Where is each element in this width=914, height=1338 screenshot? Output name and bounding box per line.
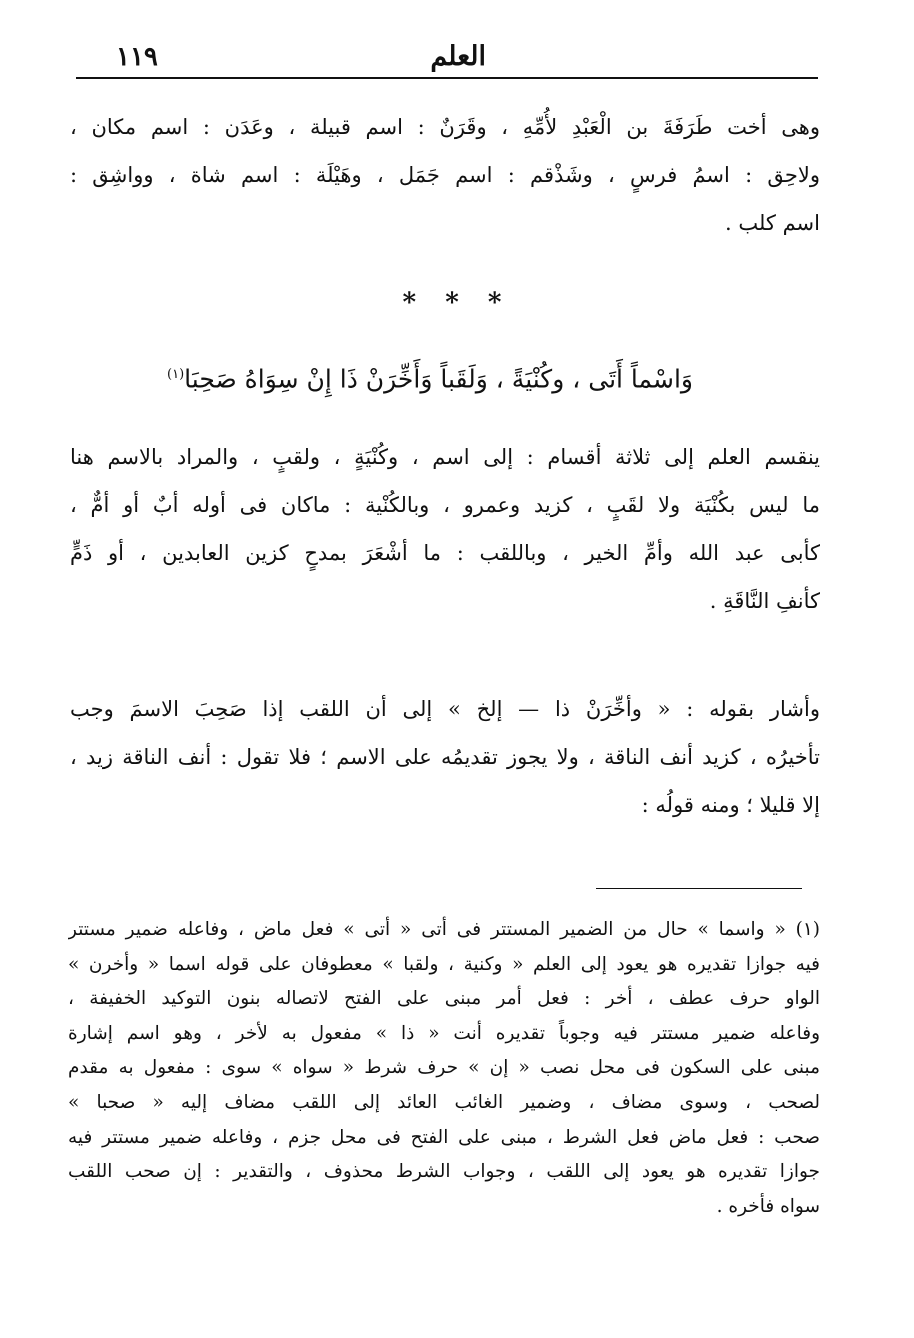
footnote-line: مبنى على السكون فى محل نصب « إن » حرف شرط « سواه » سوى : مفعول به مقدم <box>68 1057 820 1079</box>
paragraph-line: كأنفِ النَّاقَةِ . <box>709 589 820 613</box>
footnote <box>68 913 820 1224</box>
page-number: ١١٩ <box>116 42 158 72</box>
paragraph-line: إلا قليلا ؛ ومنه قولُه : <box>641 793 820 817</box>
header-rule <box>76 77 818 79</box>
verse-line <box>120 350 740 404</box>
footnote-line: الواو حرف عطف ، أخر : فعل أمر مبنى على الفتح لاتصاله بنون التوكيد الخفيفة ، <box>68 988 820 1010</box>
footnote-line: صحب : فعل ماض فعل الشرط ، مبنى على الفتح فى محل جزم ، وفاعله ضمير مستتر فيه <box>68 1126 820 1148</box>
paragraph-line: تأخيرُه ، كزيد أنف الناقة ، ولا يجوز تقديمُه على الاسم ؛ فلا تقول : أنف الناقة زيد ، <box>70 745 820 769</box>
paragraph-line: اسم كلب . <box>724 211 820 235</box>
footnote-line: سواه فأخره . <box>716 1195 820 1217</box>
paragraph-line: ينقسم العلم إلى ثلاثة أقسام : إلى اسم ، وكُنْيَةٍ ، ولقبٍ ، والمراد بالاسم هنا <box>70 445 820 469</box>
footnote-line: جوازا تقديره هو يعود إلى اللقب ، وجواب الشرط محذوف ، والتقدير : إن صحب اللقب <box>68 1161 820 1183</box>
footnote-line: وفاعله ضمير مستتر فيه وجوباً تقديره أنت « ذا » مفعول به لأخر ، وهو اسم إشارة <box>68 1022 820 1044</box>
paragraph-line: وأشار بقوله : « وأخِّرَنْ ذا — إلخ » إلى أن اللقب إذا صَحِبَ الاسمَ وجب <box>70 697 820 721</box>
paragraph-3 <box>70 685 820 829</box>
footnote-line: لصحب ، وسوى مضاف ، وضمير الغائب العائد إلى اللقب مضاف إليه « صحبا » <box>68 1091 820 1113</box>
paragraph-line: وهى أخت طَرَفَةَ بن الْعَبْدِ لأُمِّهِ ، وقَرَنٌ : اسم قبيلة ، وعَدَن : اسم مكان ، <box>70 115 820 139</box>
footnote-line: (١) « واسما » حال من الضمير المستتر فى أتى « أتى » فعل ماض ، وفاعله ضمير مستتر <box>68 919 820 940</box>
paragraph-line: كأبى عبد الله وأمِّ الخير ، وباللقب : ما أشْعَرَ بمدحٍ كزين العابدين ، أو ذَمٍّ <box>70 541 820 565</box>
paragraph-line: ولاحِق : اسمُ فرسٍ ، وشَذْقم : اسم جَمَل ، وهَيْلَة : اسم شاة ، وواشِق : <box>70 163 820 187</box>
section-separator: * * * <box>402 288 512 318</box>
paragraph-line: ما ليس بكُنْيَة ولا لقَبٍ ، كزيد وعمرو ، وبالكُنْية : ماكان فى أوله أبٌ أو أمٌّ ، <box>70 493 820 517</box>
page-header <box>76 26 816 72</box>
footnote-marker: (١) <box>167 367 185 382</box>
running-title: العلم <box>430 41 486 72</box>
footnote-line: فيه جوازا تقديره هو يعود إلى العلم « وكنية ، ولقبا » معطوفان على قوله اسما « وأخرن » <box>68 953 820 975</box>
verse-text: وَاسْماً أَتَى ، وكُنْيَةً ، وَلَقَباً وَأَخِّرَنْ ذَا إِنْ سِوَاهُ صَحِبَا <box>184 364 693 394</box>
footnote-rule <box>596 888 802 889</box>
paragraph-1 <box>70 103 820 247</box>
paragraph-2 <box>70 433 820 625</box>
